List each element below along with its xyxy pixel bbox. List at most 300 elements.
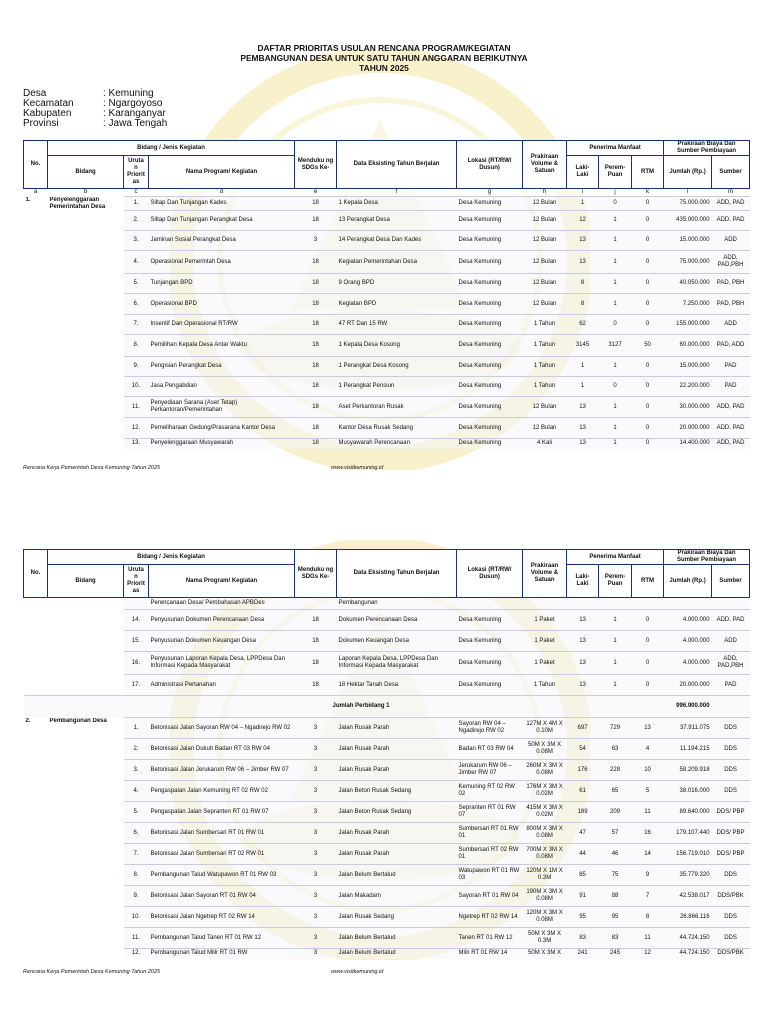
group-number xyxy=(24,610,48,631)
male-beneficiaries: 61 xyxy=(567,781,599,802)
existing-data: Kegiatan BPD xyxy=(337,294,457,315)
female-beneficiaries: 228 xyxy=(599,760,632,781)
location: Kemuning RT 02 RW 02 xyxy=(457,781,523,802)
male-beneficiaries: 8 xyxy=(567,274,599,294)
info-value: : Jawa Tengah xyxy=(103,118,168,129)
page-footer xyxy=(23,969,749,975)
location: Desa Kemuning xyxy=(457,439,523,449)
existing-data: 18 Hektar Tanah Desa xyxy=(337,675,457,696)
volume: 12 Bulan xyxy=(523,251,567,274)
location: Jerukarum RW 06 – Jimber RW 07 xyxy=(457,760,523,781)
male-beneficiaries: 1 xyxy=(567,377,599,397)
rtm-count: 0 xyxy=(632,631,664,652)
priority-number: 2. xyxy=(124,211,149,231)
funding-source: ADD, PAD xyxy=(712,197,750,211)
male-beneficiaries: 13 xyxy=(567,610,599,631)
sdgs-goal xyxy=(295,598,337,610)
col-data-eksisting-header: Data Eksisting Tahun Berjalan xyxy=(337,550,457,598)
male-beneficiaries: 13 xyxy=(567,439,599,449)
sdgs-goal: 18 xyxy=(295,675,337,696)
table-row xyxy=(24,274,750,294)
program-name: Betonisasi Jalan Sayoran RT 01 RW 04 xyxy=(149,886,295,907)
col-sumber-header: Sumber xyxy=(712,565,750,598)
male-beneficiaries: 85 xyxy=(567,865,599,886)
col-laki-header: Laki- Laki xyxy=(567,565,599,598)
rtm-count: 0 xyxy=(632,357,664,377)
table-row xyxy=(24,886,750,907)
program-name: Siltap Dan Tunjangan Perangkat Desa xyxy=(149,211,295,231)
volume: 1 Tahun xyxy=(523,335,567,357)
group-bidang xyxy=(48,598,124,610)
program-name: Jaminan Sosial Perangkat Desa xyxy=(149,231,295,251)
rtm-count: 0 xyxy=(632,211,664,231)
rtm-count: 0 xyxy=(632,294,664,315)
sdgs-goal: 18 xyxy=(295,439,337,449)
female-beneficiaries: 1 xyxy=(599,397,632,418)
column-letter: j xyxy=(599,189,632,197)
program-name: Pembangunan Talud Tanen RT 01 RW 12 xyxy=(149,928,295,949)
location: Desa Kemuning xyxy=(457,231,523,251)
volume: 1 Tahun xyxy=(523,357,567,377)
priority-number: 6. xyxy=(124,294,149,315)
table-row xyxy=(24,610,750,631)
funding-source: DDS/PBK xyxy=(712,949,750,959)
funding-source: DDS xyxy=(712,928,750,949)
location: Sepranten RT 01 RW 07 xyxy=(457,802,523,823)
existing-data: Jalan Makadam xyxy=(337,886,457,907)
budget-amount: 26.866.116 xyxy=(664,907,712,928)
program-name: Pembangunan Talud Mlilr RT 01 RW xyxy=(149,949,295,959)
female-beneficiaries: 46 xyxy=(599,844,632,865)
funding-source: DDS/ PBP xyxy=(712,844,750,865)
program-name: Betonisasi Jalan Ngetrep RT 02 RW 14 xyxy=(149,907,295,928)
priority-number: 11. xyxy=(124,397,149,418)
volume: 12 Bulan xyxy=(523,274,567,294)
location: Desa Kemuning xyxy=(457,335,523,357)
volume: 12 Bulan xyxy=(523,397,567,418)
table-row xyxy=(24,844,750,865)
empty-cell xyxy=(632,696,664,718)
location: Badan RT 03 RW 04 xyxy=(457,739,523,760)
column-letter-row xyxy=(24,189,750,197)
female-beneficiaries: 1 xyxy=(599,294,632,315)
table-row xyxy=(24,949,750,959)
budget-amount: 89.640.000 xyxy=(664,802,712,823)
male-beneficiaries: 189 xyxy=(567,802,599,823)
program-name: Insentif Dan Operasional RT/RW xyxy=(149,315,295,335)
col-bidang-jenis-header: Bidang / Jenis Kegiatan xyxy=(48,141,295,156)
program-name: Operasional BPD xyxy=(149,294,295,315)
col-laki-header: Laki- Laki xyxy=(567,156,599,189)
sdgs-goal: 3 xyxy=(295,781,337,802)
female-beneficiaries: 1 xyxy=(599,652,632,675)
table-row xyxy=(24,439,750,449)
empty-cell xyxy=(632,598,664,610)
table-row xyxy=(24,631,750,652)
priority-number: 1. xyxy=(124,718,149,739)
existing-data: Jalan Beton Rusak Sedang xyxy=(337,802,457,823)
program-name: Pengaspalan Jalan Sepranten RT 01 RW 07 xyxy=(149,802,295,823)
column-letter: e xyxy=(295,189,337,197)
group-bidang: Penyelenggaraan Pemerintahan Desa xyxy=(48,197,124,449)
col-no-header: No. xyxy=(24,141,48,189)
sdgs-goal: 18 xyxy=(295,197,337,211)
location: Desa Kemuning xyxy=(457,211,523,231)
female-beneficiaries: 1 xyxy=(599,439,632,449)
funding-source: DDS xyxy=(712,760,750,781)
rtm-count: 13 xyxy=(632,718,664,739)
location: Desa Kemuning xyxy=(457,377,523,397)
existing-data: 1 Perangkat Desa Kosong xyxy=(337,357,457,377)
group-bidang xyxy=(48,631,124,652)
budget-amount: 155.000.000 xyxy=(664,315,712,335)
rtm-count: 0 xyxy=(632,377,664,397)
funding-source: DDS xyxy=(712,865,750,886)
subtotal-label: Jumlah Perbidang 1 xyxy=(124,696,599,718)
male-beneficiaries: 12 xyxy=(567,211,599,231)
rtm-count: 4 xyxy=(632,739,664,760)
volume: 4 Kali xyxy=(523,439,567,449)
existing-data: Musyawarah Perencanaan xyxy=(337,439,457,449)
existing-data: Dokumen Keuangan Desa xyxy=(337,631,457,652)
funding-source: ADD xyxy=(712,631,750,652)
funding-source: PAD, ADD xyxy=(712,335,750,357)
volume: 120M X 3M X 0.08M xyxy=(523,907,567,928)
male-beneficiaries: 83 xyxy=(567,928,599,949)
volume: 1 Tahun xyxy=(523,377,567,397)
budget-amount: 179.107.440 xyxy=(664,823,712,844)
male-beneficiaries: 13 xyxy=(567,251,599,274)
empty-cell xyxy=(599,598,632,610)
existing-data: Jalan Rusak Parah xyxy=(337,718,457,739)
location: Desa Kemuning xyxy=(457,397,523,418)
volume: 800M X 3M X 0.08M xyxy=(523,823,567,844)
volume: 12 Bulan xyxy=(523,197,567,211)
location: Sumbersari RT 01 RW 01 xyxy=(457,823,523,844)
female-beneficiaries: 245 xyxy=(599,949,632,959)
group-number xyxy=(24,598,48,610)
village-info xyxy=(23,89,167,129)
budget-amount: 44.724.150 xyxy=(664,928,712,949)
program-name: Betonisasi Jalan Sayoran RW 04 – Ngadirejo RW 02 xyxy=(149,718,295,739)
empty-cell xyxy=(712,696,750,718)
priority-number: 8. xyxy=(124,865,149,886)
table-row xyxy=(24,739,750,760)
col-no-header: No. xyxy=(24,550,48,598)
program-name: Jasa Pengabdian xyxy=(149,377,295,397)
female-beneficiaries: 75 xyxy=(599,865,632,886)
group-number xyxy=(24,652,48,675)
rtm-count: 5 xyxy=(632,781,664,802)
program-name: Pengaspalan Jalan Kemuning RT 02 RW 02 xyxy=(149,781,295,802)
info-label: Provinsi xyxy=(23,118,59,129)
rtm-count: 0 xyxy=(632,652,664,675)
info-value: : Ngargoyoso xyxy=(103,98,163,109)
empty-cell xyxy=(664,598,712,610)
sdgs-goal: 18 xyxy=(295,211,337,231)
female-beneficiaries: 1 xyxy=(599,251,632,274)
funding-source: DDS/PBK xyxy=(712,886,750,907)
budget-amount: 22.200.000 xyxy=(664,377,712,397)
table-row xyxy=(24,907,750,928)
rtm-count: 7 xyxy=(632,886,664,907)
priority-number: 5. xyxy=(124,274,149,294)
volume: 176M X 3M X 0.02M xyxy=(523,781,567,802)
program-name: Penyusunan Dokumen Perencanaan Desa xyxy=(149,610,295,631)
col-lokasi-header: Lokasi (RT/RW/ Dusun) xyxy=(457,550,523,598)
empty-cell xyxy=(567,598,599,610)
col-rtm-header: RTM xyxy=(632,156,664,189)
male-beneficiaries: 13 xyxy=(567,631,599,652)
empty-cell xyxy=(24,696,48,718)
program-name: Penyelenggaraan Musyawarah xyxy=(149,439,295,449)
existing-data: Jalan Beton Rusak Sedang xyxy=(337,781,457,802)
funding-source: PAD xyxy=(712,377,750,397)
budget-amount: 42.538.017 xyxy=(664,886,712,907)
table-row xyxy=(24,718,750,739)
existing-data: 47 RT Dan 15 RW xyxy=(337,315,457,335)
col-urutan-header: Uruta n Priorit as xyxy=(124,565,149,598)
priority-number: 5. xyxy=(124,802,149,823)
volume: 12 Bulan xyxy=(523,211,567,231)
document-page-1 xyxy=(0,0,768,500)
male-beneficiaries: 62 xyxy=(567,315,599,335)
priority-number: 14. xyxy=(124,610,149,631)
col-perempuan-header: Perem- Puan xyxy=(599,565,632,598)
program-name: Perencanaan Desa/ Pembahasan APBDes xyxy=(149,598,295,610)
col-jumlah-header: Jumlah (Rp.) xyxy=(664,156,712,189)
volume: 1 Paket xyxy=(523,610,567,631)
male-beneficiaries: 176 xyxy=(567,760,599,781)
table-row xyxy=(24,294,750,315)
volume: 1 Tahun xyxy=(523,315,567,335)
rtm-count: 11 xyxy=(632,802,664,823)
table-header xyxy=(24,550,750,598)
table-row xyxy=(24,652,750,675)
existing-data: Jalan Belum Bertalud xyxy=(337,928,457,949)
existing-data: Jalan Belum Bertalud xyxy=(337,865,457,886)
priority-number: 9. xyxy=(124,886,149,907)
col-volume-header: Prakiraan Volume & Satuan xyxy=(523,141,567,189)
male-beneficiaries: 13 xyxy=(567,397,599,418)
column-letter: d xyxy=(149,189,295,197)
budget-amount: 4.000.000 xyxy=(664,610,712,631)
volume: 190M X 3M X 0.08M xyxy=(523,886,567,907)
female-beneficiaries: 729 xyxy=(599,718,632,739)
female-beneficiaries: 1 xyxy=(599,231,632,251)
program-name: Betonisasi Jalan Sumbersari RT 02 RW 01 xyxy=(149,844,295,865)
funding-source: ADD, PAD xyxy=(712,610,750,631)
rtm-count: 0 xyxy=(632,418,664,439)
table-row xyxy=(24,865,750,886)
rtm-count: 0 xyxy=(632,439,664,449)
empty-cell xyxy=(457,598,523,610)
female-beneficiaries: 1 xyxy=(599,631,632,652)
table-row xyxy=(24,760,750,781)
table-row xyxy=(24,335,750,357)
female-beneficiaries: 209 xyxy=(599,802,632,823)
carry-over-row xyxy=(24,598,750,610)
female-beneficiaries: 0 xyxy=(599,377,632,397)
program-name: Siltap Dan Tunjangan Kades xyxy=(149,197,295,211)
budget-amount: 75.000.000 xyxy=(664,251,712,274)
footer-text: Rencana Kerja Pemerintah Desa Kemuning Tahun 2025 xyxy=(23,465,161,471)
budget-amount: 20.000.000 xyxy=(664,675,712,696)
group-bidang xyxy=(48,675,124,696)
info-label: Kecamatan xyxy=(23,98,74,109)
existing-data: Aset Perkantoran Rusak xyxy=(337,397,457,418)
sdgs-goal: 3 xyxy=(295,802,337,823)
location: Desa Kemuning xyxy=(457,675,523,696)
volume: 700M X 3M X 0.08M xyxy=(523,844,567,865)
col-jumlah-header: Jumlah (Rp.) xyxy=(664,565,712,598)
priority-number: 1. xyxy=(124,197,149,211)
sdgs-goal: 18 xyxy=(295,377,337,397)
col-penerima-header: Penerima Manfaat xyxy=(567,141,664,156)
funding-source: ADD, PAD xyxy=(712,211,750,231)
col-volume-header: Prakiraan Volume & Satuan xyxy=(523,550,567,598)
volume: 1 Tahun xyxy=(523,675,567,696)
male-beneficiaries: 13 xyxy=(567,231,599,251)
table-row xyxy=(24,928,750,949)
rtm-count: 11 xyxy=(632,928,664,949)
budget-amount: 40.050.000 xyxy=(664,274,712,294)
group-number: 2. xyxy=(24,718,48,959)
volume: 127M X 4M X 0.10M xyxy=(523,718,567,739)
funding-source: PAD, PBH xyxy=(712,294,750,315)
sdgs-goal: 18 xyxy=(295,274,337,294)
funding-source: ADD xyxy=(712,231,750,251)
priority-number: 6. xyxy=(124,823,149,844)
col-penerima-header: Penerima Manfaat xyxy=(567,550,664,565)
male-beneficiaries: 47 xyxy=(567,823,599,844)
table-row xyxy=(24,377,750,397)
sdgs-goal: 18 xyxy=(295,357,337,377)
budget-amount: 4.000.000 xyxy=(664,652,712,675)
priority-number: 13. xyxy=(124,439,149,449)
priority-number: 2. xyxy=(124,739,149,760)
female-beneficiaries: 3127 xyxy=(599,335,632,357)
female-beneficiaries: 88 xyxy=(599,886,632,907)
group-number xyxy=(24,675,48,696)
male-beneficiaries: 241 xyxy=(567,949,599,959)
sdgs-goal: 18 xyxy=(295,631,337,652)
existing-data: 14 Perangkat Desa Dan Kades xyxy=(337,231,457,251)
location: Desa Kemuning xyxy=(457,418,523,439)
budget-amount: 15.000.000 xyxy=(664,231,712,251)
info-value: : Kemuning xyxy=(103,88,154,99)
sdgs-goal: 18 xyxy=(295,335,337,357)
column-letter: i xyxy=(567,189,599,197)
budget-amount: 35.779.320 xyxy=(664,865,712,886)
sdgs-goal: 18 xyxy=(295,315,337,335)
female-beneficiaries: 63 xyxy=(599,739,632,760)
funding-source: DDS xyxy=(712,739,750,760)
col-nama-header: Nama Program/ Kegiatan xyxy=(149,565,295,598)
rtm-count: 16 xyxy=(632,823,664,844)
volume: 50M X 3M X 0.3M xyxy=(523,928,567,949)
priority-number: 16. xyxy=(124,652,149,675)
rtm-count: 12 xyxy=(632,949,664,959)
location: Desa Kemuning xyxy=(457,610,523,631)
female-beneficiaries: 1 xyxy=(599,418,632,439)
budget-amount: 11.194.215 xyxy=(664,739,712,760)
empty-cell xyxy=(48,696,124,718)
budget-amount: 14.400.000 xyxy=(664,439,712,449)
funding-source: DDS/ PBP xyxy=(712,802,750,823)
program-name: Pengisian Perangkat Desa xyxy=(149,357,295,377)
existing-data: Pembangunan xyxy=(337,598,457,610)
priority-number: 3. xyxy=(124,760,149,781)
location: Ngetrep RT 02 RW 14 xyxy=(457,907,523,928)
sdgs-goal: 18 xyxy=(295,294,337,315)
male-beneficiaries: 1 xyxy=(567,357,599,377)
col-rtm-header: RTM xyxy=(632,565,664,598)
budget-amount: 58.209.918 xyxy=(664,760,712,781)
priority-number: 10. xyxy=(124,907,149,928)
footer-url: www.visitkemuning.id xyxy=(331,969,384,975)
program-name: Tunjangan BPD xyxy=(149,274,295,294)
sdgs-goal: 3 xyxy=(295,865,337,886)
table-row xyxy=(24,251,750,274)
rtm-count: 10 xyxy=(632,760,664,781)
male-beneficiaries: 3145 xyxy=(567,335,599,357)
col-urutan-header: Uruta n Priorit as xyxy=(124,156,149,189)
female-beneficiaries: 1 xyxy=(599,357,632,377)
location: Sayoran RT 01 RW 04 xyxy=(457,886,523,907)
rtm-count: 0 xyxy=(632,315,664,335)
male-beneficiaries: 13 xyxy=(567,418,599,439)
funding-source: DDS xyxy=(712,907,750,928)
sdgs-goal: 3 xyxy=(295,231,337,251)
column-letter: l xyxy=(664,189,712,197)
program-name: Administrasi Pertanahan xyxy=(149,675,295,696)
empty-cell xyxy=(523,598,567,610)
male-beneficiaries: 13 xyxy=(567,652,599,675)
sdgs-goal: 18 xyxy=(295,610,337,631)
sdgs-goal: 18 xyxy=(295,397,337,418)
program-name: Pembangunan Talud Watupawon RT 01 RW 03 xyxy=(149,865,295,886)
group-bidang: Pembangunan Desa xyxy=(48,718,124,959)
col-data-eksisting-header: Data Eksisting Tahun Berjalan xyxy=(337,141,457,189)
male-beneficiaries: 95 xyxy=(567,907,599,928)
volume: 415M X 3M X 0.02M xyxy=(523,802,567,823)
col-bidang-header: Bidang xyxy=(48,565,124,598)
priority-number: 7. xyxy=(124,315,149,335)
group-number xyxy=(24,631,48,652)
program-name: Pemeliharaan Gedung/Prasarana Kantor Desa xyxy=(149,418,295,439)
female-beneficiaries: 95 xyxy=(599,907,632,928)
priority-number: 17. xyxy=(124,675,149,696)
funding-source: DDS/ PBP xyxy=(712,823,750,844)
funding-source: ADD, PAD xyxy=(712,418,750,439)
program-name: Betonisasi Jalan Jerukarum RW 06 – Jimber RW 07 xyxy=(149,760,295,781)
volume: 50M X 3M X 0.08M xyxy=(523,739,567,760)
table-row xyxy=(24,823,750,844)
existing-data: Jalan Belum Bertalud xyxy=(337,949,457,959)
existing-data: Jalan Rusak Parah xyxy=(337,739,457,760)
female-beneficiaries: 0 xyxy=(599,315,632,335)
funding-source: ADD, PAD,PBH xyxy=(712,652,750,675)
funding-source: DDS xyxy=(712,718,750,739)
program-name: Penyusunan Dokumen Keuangan Desa xyxy=(149,631,295,652)
existing-data: 1 Kepala Desa xyxy=(337,197,457,211)
sdgs-goal: 3 xyxy=(295,823,337,844)
sdgs-goal: 3 xyxy=(295,886,337,907)
table-row xyxy=(24,802,750,823)
col-nama-header: Nama Program/ Kegiatan xyxy=(149,156,295,189)
empty-cell xyxy=(712,598,750,610)
